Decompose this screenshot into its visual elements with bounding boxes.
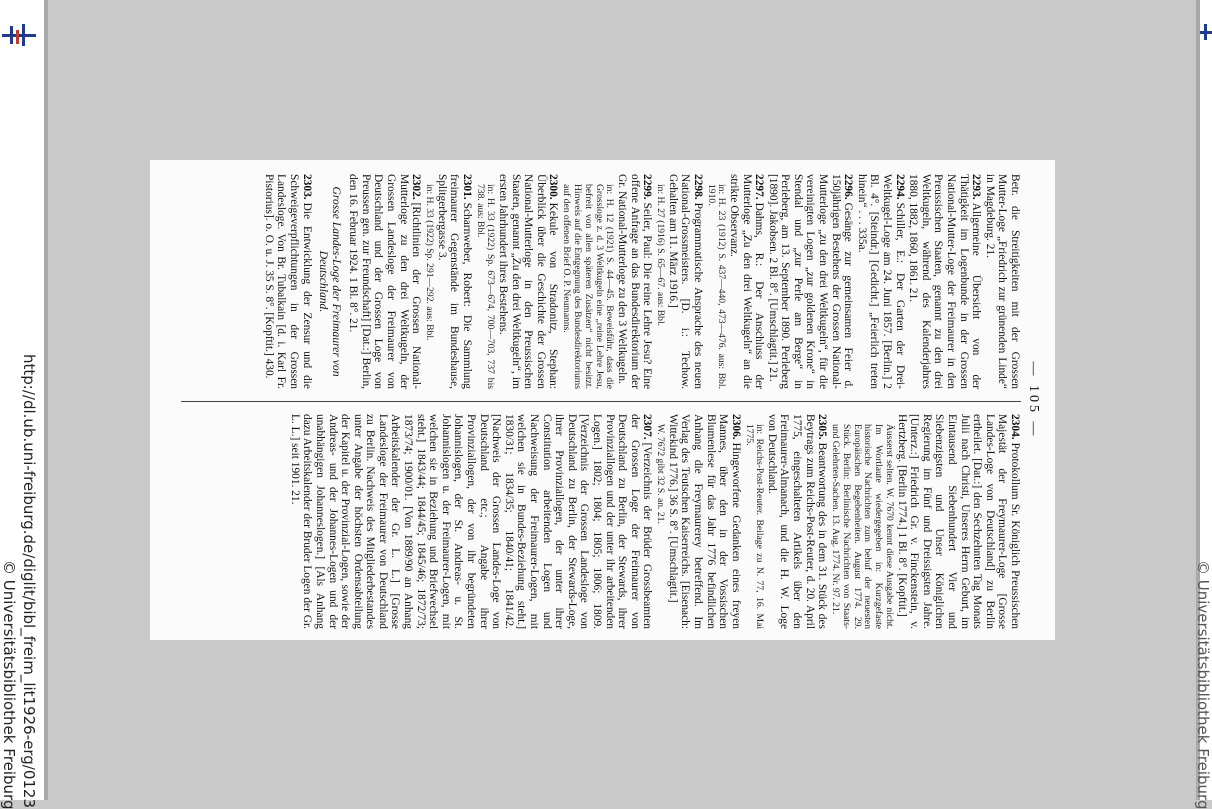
bibliography-entry xyxy=(727,174,765,389)
bibliography-entry xyxy=(288,414,653,629)
bibliography-entry xyxy=(435,174,473,389)
left-scroll-edge xyxy=(44,0,48,800)
entry-text: Gesänge zur gemeinsamen Feier d. 150jährigen Bestehens der Grossen National-Mutterloge „zu den drei Weltkugeln“, für die vereinigten Logen „zur goldenen Krone“ in Stendal und „zur Perle am Berge“ in Perleberg, am 13. September 1890. Perleberg [1890]. Jakobsen. 2 Bl. 8°. [Umschlagtit.] 21. xyxy=(766,174,855,389)
column-divider xyxy=(181,401,1021,402)
entry-note: Äusserst selten. W. 7670 kennt diese Ausgabe nicht. Im Wortlaute wiedergegeben in: Kurzgefaste historische Nachrichten zum behuf der neuesten Europäischen Begebenheiten. August 1774. 29. Stück. Berlin: Berlinische Nachrichten von Staats- und Gelehrten-Sachen. 13. Aug. 1774. Nr. 97. 21. xyxy=(830,424,896,629)
bibliography-entry xyxy=(615,174,653,389)
entry-number: 2304. xyxy=(1009,414,1021,440)
entry-text: Programmatische Ansprache des neuen National-Grossmeisters. [D. i.: Techow. Gehalten am 11. März 1916.] xyxy=(666,174,704,389)
entry-number: 2293. xyxy=(970,174,983,200)
entry-text: Beantwortung des in dem 31. Stück des Beytrags zum Reichs-Post-Reuter, d. 20. April 1775, eingeschalteten Artikels über den Freimaurer-Almanach, und die H. W. Loge von Deutschland. xyxy=(765,414,829,629)
entry-text: Betr. die Streitigkeiten mit der Grossen Mutter-Loge „Friedrich zur grünenden Linde“ in Magdeburg. 21. xyxy=(983,174,1021,389)
entry-text: Schiller, E.: Der Garten der Drei-Weltkugel-Loge am 24. Juni 1857. [Berlin.] 2 Bl. 4°. [Steindr.] [Gedicht.] „Feierlich treten hinein“ . . . 335a. xyxy=(855,174,906,389)
copyright-left: © Universitätsbibliothek Freiburg xyxy=(0,560,18,809)
entry-text: Die Entwicklung der Zensur und die Schweigeverpflichtungen in der Grossen Landesloge. Von Br. Tubalkain [d. i. Karl Fr. Pistorius]. o. O. u. J. 35 S. 8°. [Kopftit.] 430. xyxy=(262,174,313,389)
bibliography-entry xyxy=(666,414,742,629)
bibliography-entry xyxy=(983,174,1021,389)
entry-number: 2296. xyxy=(842,174,855,200)
bibliography-entry xyxy=(895,414,1021,629)
bibliography-entry xyxy=(496,174,559,389)
entry-text: Kekule von Stradonitz, Stephan: Überblick über die Geschichte der Grossen National-Mutterloge in den Preussischen Staaten, genannt „Zu den drei Weltkugeln“, im ersten Jahrhundert ihres Bestehens. xyxy=(497,174,560,389)
scanned-page xyxy=(150,160,1055,640)
entry-number: 2297. xyxy=(753,174,766,200)
bibliography-entry xyxy=(855,174,905,389)
entry-number: 2301. xyxy=(460,174,473,200)
entry-number: 2307. xyxy=(641,414,654,440)
entry-note: in: H. 23 (1912) S. 437—440, 473—476. aus: Bbl. 1910. xyxy=(705,184,728,389)
copyright-right: © Universitätsbibliothek Freiburg xyxy=(1194,560,1212,809)
bibliography-entry xyxy=(262,174,312,389)
entry-text: Allgemeine Übersicht von der Thätigkeit im Logenbunde in der Grossen National-Mutter-Loge der Freimaurer in den Preussischen Staaten, genannt zu den drei Weltkugeln, während des Kalenderjahres 1880, 1882, 1860, 1861. 21. xyxy=(907,174,983,389)
entry-number: 2298. xyxy=(691,174,704,200)
entry-text: [Verzeichnis der Brüder Grossbeamten der Grossen Loge der Freimaurer von Deutschland zu Berlin, der Stewards, ihrer Provinziallogen und der unter ihr arbeitenden Logen.] 1802; 1804; 1805; 1806; 1809. [Verzeichnis der Grossen Landesloge von Deutschland zu Berlin, der Stewards-Loge, ihrer Provinziallogen, der unter ihrer Constitution arbeitenden Logen und Nachweisung der Freimaurer-Logen, mit welchen sie in Bundes-Beziehung steht.] 1830/31; 1834/35; 1840/41; 1841/42. [Nachweis der Grossen Landes-Loge von Deutschland etc.; Angabe ihrer Provinziallogen, der von ihr begründeten Johannislogen, der St. Andreas- u. St. Johannislogen u. der Freimaurer-Logen, mit welchen sie in Beziehung und Briefwechsel steht.] 1843/44; 1844/45; 1845/46; 1872/73; 1873/74; 1900/01. [Von 1889/90 an Anhang Arbeitskalender der Gr. L. L.] [Grosse Landesloge der Freimaurer von Deutschland zu Berlin. Nachweis des Mitgliederbestandes unter Angabe der höchsten Ordensabteilung der Kapitel u. der Provinzial-Logen, sowie der Andreas- und der Johannes-Logen und der unabhängigen Johanneslogen.] [Als Anhang dazu Arbeitskalender der Bruder Logen der Gr. L. L.] seit 1901. 21. xyxy=(288,414,654,629)
section-heading: Grosse Landes-Loge der Freimaurer von Deutschland. xyxy=(317,186,343,377)
bibliography-entry xyxy=(765,414,828,629)
bibliography-entry xyxy=(766,174,854,389)
entry-note: in: H. 33 (1922) Sp. 673—674, 700—703, 737 bis 738. aus: Bbl. xyxy=(474,184,497,389)
entry-text: Seiler, Paul: Die reine Lehre Jesu? Eine offene Anfrage an das Bundesdirektorium der Gr. National-Mutterloge zu den 3 Weltkugeln. xyxy=(615,174,654,389)
entry-note: W. 7672 gibt 32 S. an. 21. xyxy=(655,424,667,524)
entry-number: 2303. xyxy=(300,174,313,200)
right-column xyxy=(181,414,1021,629)
library-logo-right-icon xyxy=(1200,22,1212,42)
entry-number: 2300. xyxy=(547,174,560,200)
entry-number: 2302. xyxy=(410,174,423,200)
bibliography-entry xyxy=(666,174,704,389)
entry-note: in: H. 27 (1916) S. 65—67. aus: Bbl. xyxy=(654,184,666,327)
entry-text: Hingeworfene Gedanken eines freyen Mannes, über den in der Vossischen Blumenlese für das Jahr 1776 befindlichen Anhang die Freymaurerey betreffend. Im Verlag des Teutschen Kaiserreichs. [Eisenach: Wittekind 1776.] 36 S. 8°. [Umschlagtit.] xyxy=(666,414,742,629)
entry-text: Dahms, R.: Der Anschluss der Mutterloge „Zu den drei Weltkugeln“ an die strikte Observanz. xyxy=(727,174,766,389)
library-logo-icon xyxy=(2,22,36,48)
entry-note: in: Reichs-Post-Reuter. Beilage zu N. 77, 16. Mai 1775. xyxy=(743,424,766,629)
entry-number: 2305. xyxy=(816,414,829,440)
page-content xyxy=(150,160,1055,640)
entry-number: 2299. xyxy=(641,174,654,200)
entry-number: 2306. xyxy=(729,414,742,440)
page-number: — 105 — xyxy=(1026,361,1041,439)
bibliography-entry xyxy=(347,174,423,389)
entry-number: 2294. xyxy=(893,174,906,200)
left-column xyxy=(181,174,1021,389)
entry-text: Protokollum Sr. Königlich Preussischen Majestät der Freymaurer-Loge [Grosse Landes-Loge von Deutschland] zu Berlin ertheilet. [Dat.:] den Sechzehnten Tag Monats Julii nach Christi, Unseres Herrn Geburt, im Eintausend Siebenhundert Vier und Siebenzigsten und Unser Königlichen Regierung im Fünf und Dreissigsten Jahre. [Unterz.:] Friedrich Gr. v. Finckenstein, v. Hertzberg. [Berlin 1774.] 1 Bl. 8°. [Kopftit.] xyxy=(895,414,1021,629)
entry-text: Scharnweber, Robert: Die Sammlung freimaurer Gegenstände im Bundeshause, Splitgerbergasse 3. xyxy=(435,174,473,389)
page-url[interactable]: http://dl.ub.uni-freiburg.de/diglit/bibl_freim_lit1926-erg/0123 xyxy=(20,354,38,809)
entry-note: in: H. 12 (1921) S. 44—45. Beweisführ, dass die Grossloge z. d. 3 Weltkugeln eine „reine Lehre Jesu, befreit von allen späteren Zusätzen“ nicht besitzt. Hinweis auf die Entgegnung des Bundesdirektoriums auf den offenen Brief O. P. Neumanns. xyxy=(561,184,616,389)
entry-text: [Richtlinien der Grossen National-Mutterloge zu den drei Weltkugeln, der Grossen Landesloge der Freimaurer von Deutschland und der Grossen Loge von Preussen gen. zur Freundschaft] [Dat.:] Berlin, den 16. Februar 1924. 1 Bl. 8°. 21. xyxy=(347,174,423,389)
entry-note: in: H. 33 (1922) Sp. 291—292. aus: Bbl. xyxy=(424,184,436,341)
bibliography-entry xyxy=(907,174,983,389)
